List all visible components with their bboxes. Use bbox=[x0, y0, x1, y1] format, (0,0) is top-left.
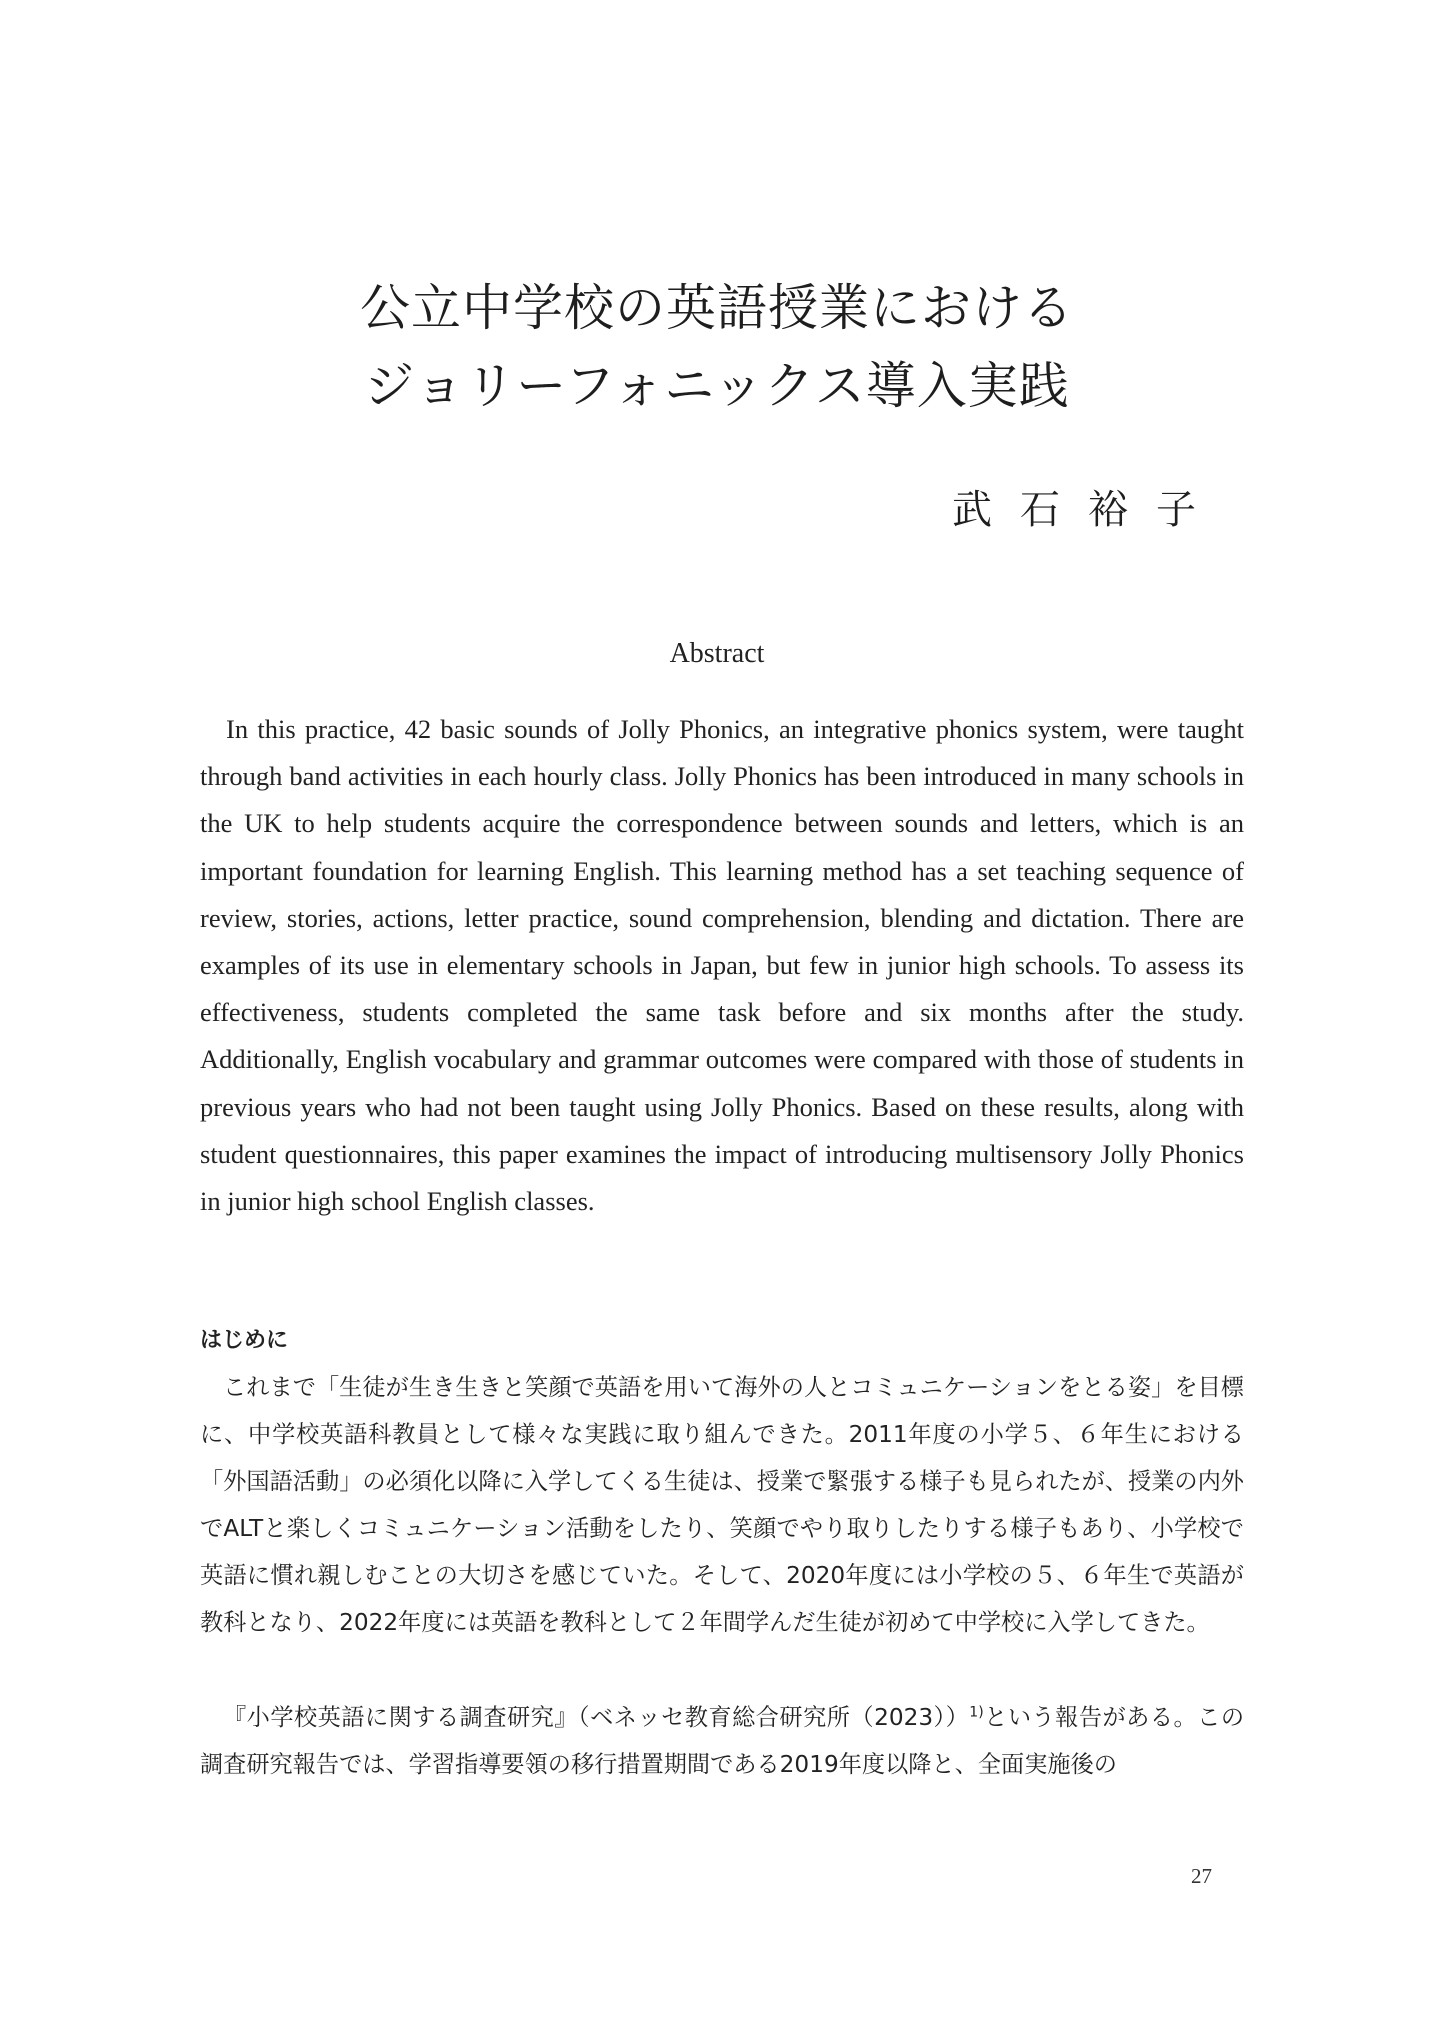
introduction-paragraph-2 bbox=[200, 1694, 1244, 1788]
footnote-reference: 1) bbox=[969, 1704, 984, 1721]
abstract-body: In this practice, 42 basic sounds of Jolly Phonics, an integrative phonics system, were taught through band activities in each hourly class. Jolly Phonics has been introduced in many schools in the UK to help students acquire the correspondence between sounds and letters, which is an important foundation for learning English. This learning method has a set teaching sequence of review, stories, actions, letter practice, sound comprehension, blending and dictation. There are examples of its use in elementary schools in Japan, but few in junior high schools. To assess its effectiveness, students completed the same task before and six months after the study. Additionally, English vocabulary and grammar outcomes were compared with those of students in previous years who had not been taught using Jolly Phonics. Based on these results, along with student questionnaires, this paper examines the impact of introducing multisensory Jolly Phonics in junior high school English classes. bbox=[200, 714, 1244, 1217]
paper-title-line-2: ジョリーフォニックス導入実践 bbox=[364, 357, 1070, 415]
paragraph-2-text-after: という報告がある。この調査研究報告では、学習指導要領の移行措置期間である2019年度以降と、全面実施後の bbox=[200, 1704, 1245, 1778]
paper-title-line-1: 公立中学校の英語授業における bbox=[360, 279, 1074, 337]
author-name: 武石裕子 bbox=[952, 487, 1224, 533]
paragraph-2-text-before: 『小学校英語に関する調査研究』（ベネッセ教育総合研究所（2023）） bbox=[223, 1704, 970, 1731]
abstract-heading: Abstract bbox=[669, 638, 765, 669]
page-number: 27 bbox=[1191, 1864, 1212, 1888]
section-heading-introduction: はじめに bbox=[200, 1328, 289, 1353]
introduction-paragraph-1: これまで「生徒が生き生きと笑顔で英語を用いて海外の人とコミュニケーションをとる姿」を目標に、中学校英語科教員として様々な実践に取り組んできた。2011年度の小学５、６年生における「外国語活動」の必須化以降に入学してくる生徒は、授業で緊張する様子も見られたが、授業の内外でALTと楽しくコミュニケーション活動をしたり、笑顔でやり取りしたりする様子もあり、小学校で英語に慣れ親しむことの大切さを感じていた。そして、2020年度には小学校の５、６年生で英語が教科となり、2022年度には英語を教科として２年間学んだ生徒が初めて中学校に入学してきた。 bbox=[200, 1374, 1244, 1636]
